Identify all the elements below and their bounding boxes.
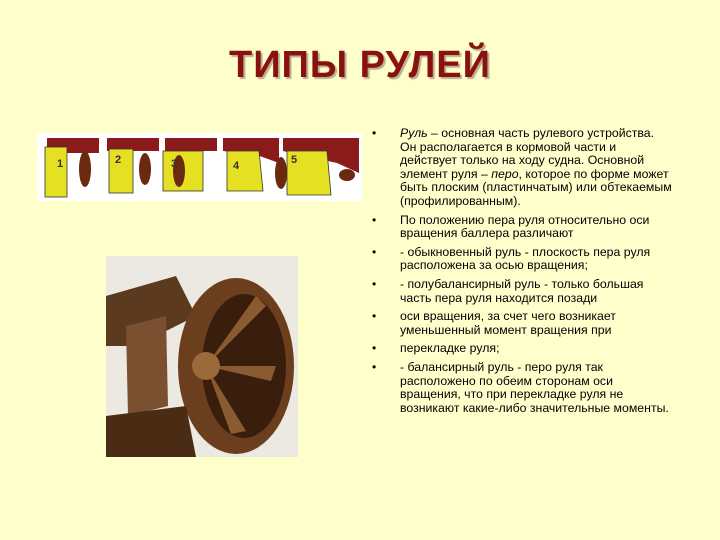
rudder-label-4: 4 [233, 160, 240, 172]
nozzle-rudder-photo [106, 256, 298, 457]
rudder-label-3: 3 [171, 158, 178, 170]
rudder-types-figure [37, 133, 362, 201]
bullet-text: – основная часть рулевого устройства. Он располагается в кормовой части и действует только на ходу судна. Основной элемент руля – [400, 126, 655, 181]
bullet-text: - балансирный руль - перо руля так расположено по обеим сторонам оси вращения, что при перекладке руля не возникают какие-либо значительные моменты. [400, 359, 669, 415]
bullet-text: По положению пера руля относительно оси вращения баллера различают [400, 212, 650, 241]
bullet-text: Руль [400, 126, 428, 140]
bullet-item [372, 127, 672, 209]
bullet-item [372, 214, 672, 241]
bullet-text: - обыкновенный руль - плоскость пера руля расположена за осью вращения; [400, 244, 651, 273]
rudder-label-5: 5 [291, 154, 298, 166]
rudder-label-1: 1 [57, 158, 64, 170]
slide-title: ТИПЫ РУЛЕЙ [229, 44, 491, 86]
description-list [372, 127, 672, 420]
bullet-item [372, 310, 672, 337]
bullet-text: , которое по форме может быть плоским (пластинчатым) или обтекаемым (профилированным). [400, 166, 672, 208]
bullet-text: - полубалансирный руль - только большая часть пера руля находится позади [400, 276, 644, 305]
bullet-item [372, 278, 672, 305]
bullet-item [372, 246, 672, 273]
rudder-label-2: 2 [115, 154, 122, 166]
bullet-text: перо [491, 166, 519, 181]
bullet-text: оси вращения, за счет чего возникает уменьшенный момент вращения при [400, 309, 616, 337]
bullet-text: перекладке руля; [400, 341, 500, 356]
bullet-item [372, 342, 672, 356]
bullet-item [372, 361, 672, 415]
